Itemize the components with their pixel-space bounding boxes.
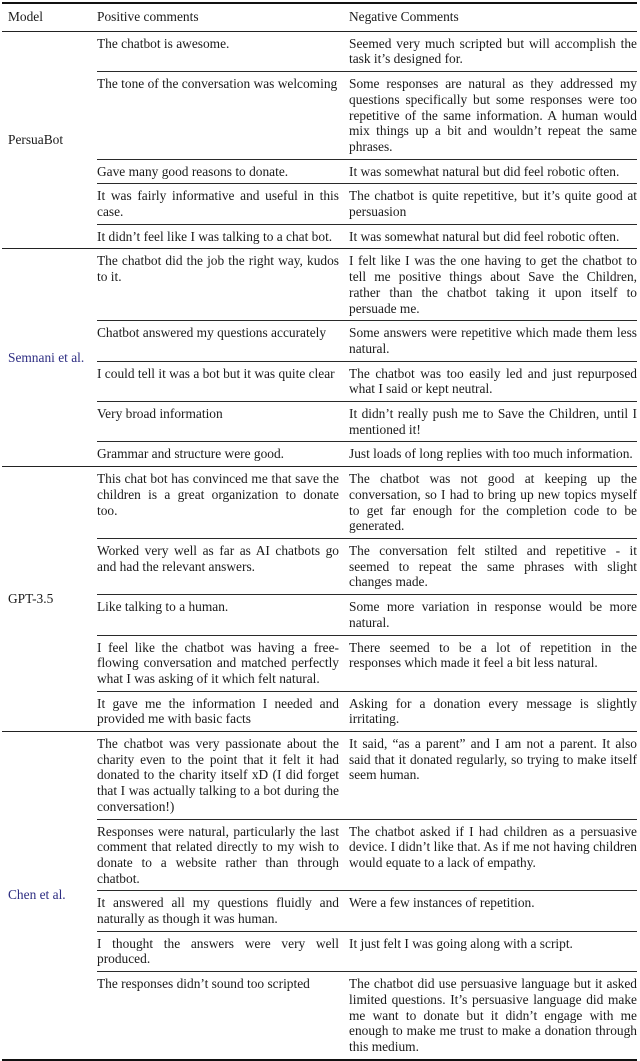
- header-positive-comments: Positive comments: [97, 9, 199, 24]
- negative-comment-cell: It was somewhat natural but did feel robotic often.: [349, 163, 620, 179]
- positive-comment-cell: The chatbot did the job the right way, kudos to it.: [97, 253, 339, 285]
- table-row: [97, 538, 637, 594]
- model-name-semnani-citation: Semnani et al.: [8, 349, 85, 365]
- table-row: [97, 819, 637, 891]
- table-row: [97, 467, 637, 538]
- positive-comment-cell: Responses were natural, particularly the last comment that related directly to my wish to donate to a website rather than through chatbot.: [97, 823, 339, 886]
- positive-comment-cell: The chatbot was very passionate about the charity even to the point that it felt it had donated to the charity itself xD (I did forget that I was actually talking to a bot during the conversation!): [97, 736, 339, 814]
- negative-comment-cell: The chatbot was too easily led and just repurposed what I said or kept neutral.: [349, 365, 637, 397]
- table-header-row: [2, 4, 637, 32]
- group-rows: [97, 732, 637, 1059]
- negative-comment-cell: The chatbot is quite repetitive, but it’s quite good at persuasion: [349, 188, 637, 220]
- positive-comment-cell: It gave me the information I needed and provided me with basic facts: [97, 695, 339, 727]
- positive-comment-cell: Gave many good reasons to donate.: [97, 163, 289, 179]
- negative-comment-cell: Just loads of long replies with too much information.: [349, 446, 633, 462]
- negative-comment-cell: Seemed very much scripted but will accomplish the task it’s designed for.: [349, 35, 637, 67]
- model-name-persuabot: PersuaBot: [8, 132, 64, 148]
- positive-comment-cell: Grammar and structure were good.: [97, 446, 285, 462]
- table-row: [97, 441, 637, 466]
- negative-comment-cell: It didn’t really push me to Save the Children, until I mentioned it!: [349, 406, 637, 437]
- negative-comment-cell: Some more variation in response would be more natural.: [349, 599, 637, 630]
- negative-comment-cell: I felt like I was the one having to get the chatbot to tell me positive things about Save the Children, rather than the chatbot taking it upon itself to persuade me.: [349, 253, 637, 316]
- positive-comment-cell: I could tell it was a bot but it was quite clear: [97, 365, 335, 381]
- model-label: [2, 249, 97, 466]
- table-row: [97, 931, 637, 971]
- header-negative-comments: Negative Comments: [349, 9, 459, 24]
- model-group-gpt35: [2, 466, 637, 731]
- model-name-chen-citation: Chen et al.: [8, 887, 66, 903]
- table-row: [97, 890, 637, 930]
- negative-comment-cell: The chatbot did use persuasive language but it asked limited questions. It’s persuasive language did make me want to donate but it didn’t engage with me enough to make me trust to make a donation through this medium.: [349, 976, 637, 1054]
- positive-comment-cell: Worked very well as far as AI chatbots go and had the relevant answers.: [97, 542, 339, 574]
- positive-comment-cell: Like talking to a human.: [97, 599, 229, 615]
- positive-comment-cell: This chat bot has convinced me that save the children is a great organization to donate too.: [97, 471, 339, 518]
- positive-comment-cell: I thought the answers were very well produced.: [97, 935, 339, 967]
- positive-comment-cell: It was fairly informative and useful in this case.: [97, 188, 339, 220]
- negative-comment-cell: Some answers were repetitive which made them less natural.: [349, 325, 637, 356]
- model-group-semnani: [2, 248, 637, 466]
- positive-comment-cell: I feel like the chatbot was having a free-flowing conversation and matched perfectly what I was asking of it which felt natural.: [97, 639, 339, 686]
- negative-comment-cell: The conversation felt stilted and repetitive - it seemed to repeat the same phrases with slight changes made.: [349, 542, 637, 590]
- negative-comment-cell: Were a few instances of repetition.: [349, 895, 535, 911]
- group-rows: [97, 249, 637, 466]
- positive-comment-cell: The chatbot is awesome.: [97, 35, 230, 51]
- positive-comment-cell: The responses didn’t sound too scripted: [97, 976, 310, 992]
- positive-comment-cell: Very broad information: [97, 406, 223, 422]
- model-group-persuabot: [2, 32, 637, 249]
- table-row: [97, 183, 637, 223]
- negative-comment-cell: It was somewhat natural but did feel robotic often.: [349, 228, 620, 244]
- positive-comment-cell: It didn’t feel like I was talking to a chat bot.: [97, 228, 333, 244]
- table-row: [97, 594, 637, 634]
- positive-comment-cell: The tone of the conversation was welcoming: [97, 76, 338, 92]
- negative-comment-cell: Some responses are natural as they addressed my questions specifically but some responses were too repetitive of the same information. A human would mix things up a bit and wouldn’t repeat the same phrases.: [349, 76, 637, 154]
- table-row: [97, 361, 637, 401]
- model-group-chen: [2, 731, 637, 1059]
- negative-comment-cell: The chatbot was not good at keeping up the conversation, so I had to bring up new topics myself to get far enough for the completion code to be generated.: [349, 471, 637, 534]
- table-row: [97, 401, 637, 441]
- table-row: [97, 691, 637, 731]
- negative-comment-cell: The chatbot asked if I had children as a persuasive device. I didn’t like that. As if me not having children would equate to a lack of empathy.: [349, 823, 637, 870]
- table-row: [97, 971, 637, 1059]
- table-row: [97, 224, 637, 249]
- positive-comment-cell: Chatbot answered my questions accurately: [97, 325, 327, 341]
- negative-comment-cell: Asking for a donation every message is slightly irritating.: [349, 695, 637, 727]
- positive-comment-cell: It answered all my questions fluidly and naturally as though it was human.: [97, 895, 339, 927]
- negative-comment-cell: There seemed to be a lot of repetition in the responses which made it feel a bit less natural.: [349, 639, 637, 671]
- negative-comment-cell: It said, “as a parent” and I am not a parent. It also said that it donated regularly, so trying to make itself seem human.: [349, 736, 637, 783]
- table-row: [97, 159, 637, 184]
- model-label: [2, 32, 97, 249]
- group-rows: [97, 467, 637, 731]
- comments-table: [2, 2, 637, 1061]
- table-bottom-rule: [2, 1059, 637, 1061]
- table-row: [97, 635, 637, 691]
- negative-comment-cell: It just felt I was going along with a script.: [349, 935, 573, 951]
- header-model: Model: [8, 9, 43, 24]
- table-row: [97, 249, 637, 320]
- group-rows: [97, 32, 637, 249]
- table-row: [97, 32, 637, 71]
- table-row: [97, 71, 637, 159]
- model-label: [2, 467, 97, 731]
- table-row: [97, 732, 637, 819]
- model-name-gpt35: GPT-3.5: [8, 591, 54, 607]
- model-label: [2, 732, 97, 1059]
- table-row: [97, 320, 637, 360]
